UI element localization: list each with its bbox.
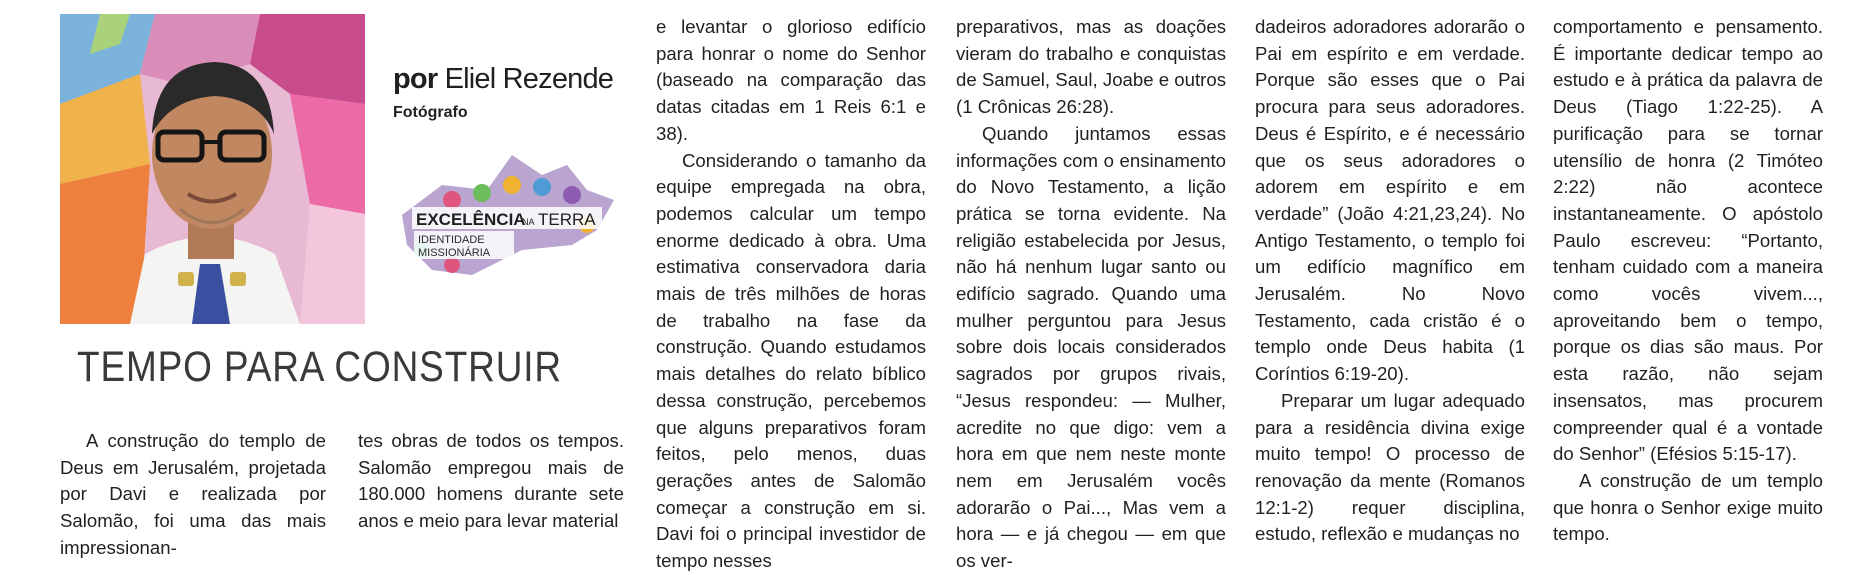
logo-text-identidade: IDENTIDADE xyxy=(418,234,485,246)
paragraph: e levantar o glorioso edifício para honrar o nome do Senhor (baseado na comparação das datas citadas em 1 Reis 6:1 e 38). xyxy=(656,16,926,144)
text-column-6 xyxy=(1553,14,1823,548)
paragraph: A construção do templo de Deus em Jerusalém, projetada por Davi e realizada por Salomão, foi uma das mais impressionan- xyxy=(60,430,326,558)
byline xyxy=(393,62,613,122)
text-column-1 xyxy=(60,428,326,562)
paragraph: Quando juntamos essas informações com o ensinamento do Novo Testamento, a lição prática se torna evidente. Na religião estabelecida por Jesus, não há nenhum lugar santo ou edifício sagrado. Quando uma mulher perguntou para Jesus sobre dois locais considerados sagrados por grupos rivais, “Jesus respondeu: — Mulher, acredite no que digo: vem a hora em que nem neste monte nem em Jerusalém vocês adorarão o Pai..., Mas vem a hora — e já chegou — em que os ver- xyxy=(956,122,1226,572)
paragraph: comportamento e pensamento. É importante dedicar tempo ao estudo e à prática da palavra de Deus (Tiago 1:22-25). A purificação para se tornar utensílio de honra (2 Timóteo 2:22) não acontece instantaneamente. O apóstolo Paulo escreveu: “Portanto, tenham cuidado com a maneira como vocês vivem..., aproveitando bem o tempo, porque os dias são maus. Por esta razão, não sejam insensatos, mas procurem compreender qual é a vontade do Senhor” (Efésios 5:15-17). xyxy=(1553,16,1823,465)
paragraph: preparativos, mas as doações vieram do trabalho e conquistas de Samuel, Saul, Joabe e outros (1 Crônicas 26:28). xyxy=(956,16,1226,118)
author-photo xyxy=(60,14,365,324)
text-column-2 xyxy=(358,428,624,535)
column-logo xyxy=(392,145,617,285)
paragraph: dadeiros adoradores adorarão o Pai em espírito e em verdade. Porque são esses que o Pai procura para seus adoradores. Deus é Espírito, e é necessário que os seus adoradores o adorem em espírito e em verdade” (João 4:21,23,24). No Antigo Testamento, o templo foi um edifício magnífico em Jerusalém. No Novo Testamento, cada cristão é o templo onde Deus habita (1 Coríntios 6:19-20). xyxy=(1255,16,1525,385)
author-name: por Eliel Rezende xyxy=(393,63,614,95)
paragraph: A construção de um templo que honra o Senhor exige muito tempo. xyxy=(1553,469,1823,545)
logo-text-terra: TERRA xyxy=(538,210,596,229)
article-headline: TEMPO PARA CONSTRUIR xyxy=(77,343,562,391)
logo-text-excelencia: EXCELÊNCIA xyxy=(416,210,526,229)
paragraph: Considerando o tamanho da equipe empregada na obra, podemos calcular um tempo enorme dedicado à obra. Uma estimativa conservadora daria mais de três milhões de horas de trabalho na fase da construção. Quando estudamos mais detalhes do relato bíblico dessa construção, percebemos que alguns preparativos foram feitos, pelo menos, duas gerações antes de Salomão começar a construção em si. Davi foi o principal investidor de tempo nesses xyxy=(656,149,926,572)
author-role: Fotógrafo xyxy=(393,104,468,121)
paragraph: tes obras de todos os tempos. Salomão empregou mais de 180.000 homens durante sete anos e meio para levar material xyxy=(358,430,624,532)
text-column-3 xyxy=(656,14,926,575)
logo-text-missionaria: MISSIONÁRIA xyxy=(418,247,491,259)
logo-text-na: NA xyxy=(522,217,535,227)
paragraph: Preparar um lugar adequado para a residência divina exige muito tempo! O processo de renovação da mente (Romanos 12:1-2) requer disciplina, estudo, reflexão e mudanças no xyxy=(1255,389,1525,545)
text-column-4 xyxy=(956,14,1226,575)
text-column-5 xyxy=(1255,14,1525,548)
